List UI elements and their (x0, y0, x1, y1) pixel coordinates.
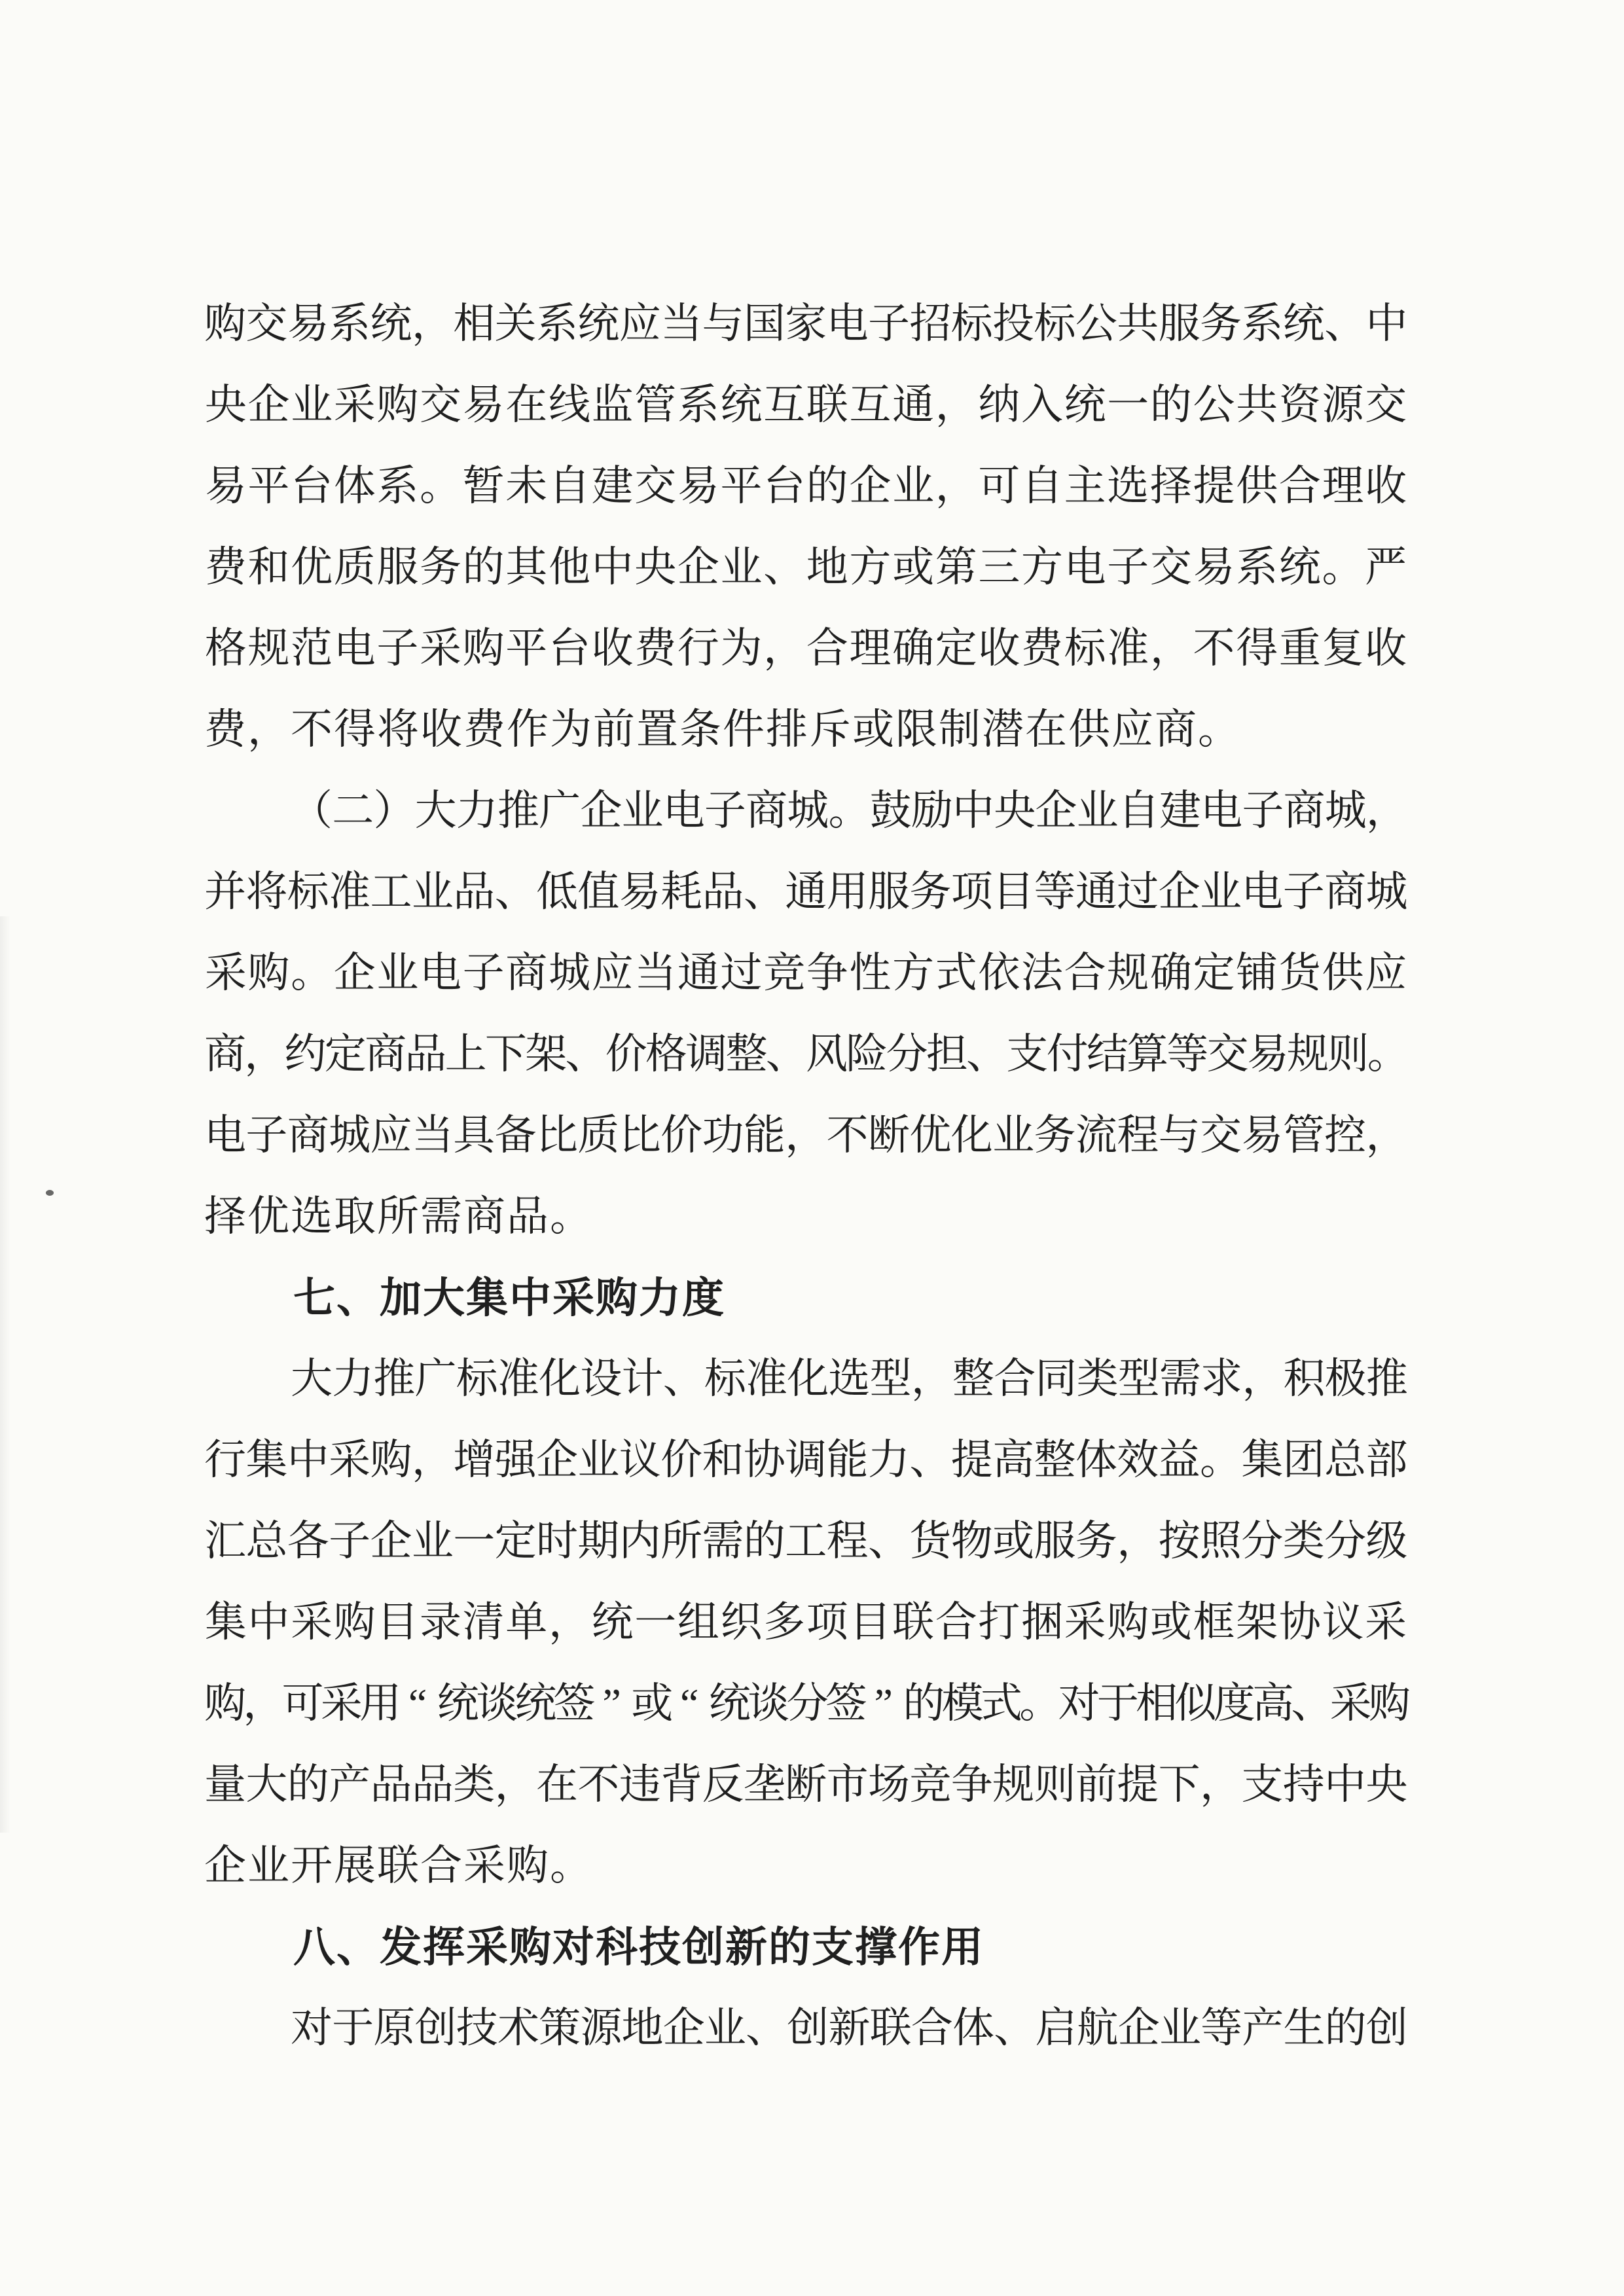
text-line: （ 二 ） 大 力 推 广 企 业 电 子 商 城 。 鼓 励 中 央 企 业 自 建 电 子 商 城 ， (291, 787, 1408, 834)
scan-speck (46, 1190, 54, 1196)
text-line: 行 集 中 采 购 ， 增 强 企 业 议 价 和 协 调 能 力 、 提 高 整 体 效 益 。 集 团 总 部 (204, 1437, 1408, 1483)
text-line: 购 交 易 系 统 ， 相 关 系 统 应 当 与 国 家 电 子 招 标 投 标 公 共 服 务 系 统 、 中 (204, 300, 1408, 347)
text-line: 费 和 优 质 服 务 的 其 他 中 央 企 业 、 地 方 或 第 三 方 电 子 交 易 系 统 。 严 (204, 544, 1407, 590)
text-line: 对 于 原 创 技 术 策 源 地 企 业 、 创 新 联 合 体 、 启 航 企 业 等 产 生 的 创 (291, 2005, 1408, 2051)
text-line: 费，不得将收费作为前置条件排斥或限制潜在供应商。 (204, 706, 1241, 753)
text-line: 大 力 推 广 标 准 化 设 计 、 标 准 化 选 型 ， 整 合 同 类 型 需 求 ， 积 极 推 (291, 1355, 1408, 1402)
text-line: 并 将 标 准 工 业 品 、 低 值 易 耗 品 、 通 用 服 务 项 目 等 通 过 企 业 电 子 商 城 (204, 869, 1408, 915)
text-line: 购 ， 可 采 用 “ 统 谈 统 签 ” 或 “ 统 谈 分 签 ” 的 模 式 。 对 于 相 似 度 高 、 采 购 (204, 1680, 1411, 1727)
text-line: 商 ， 约 定 商 品 上 下 架 、 价 格 调 整 、 风 险 分 担 、 支 付 结 算 等 交 易 规 则 。 (204, 1031, 1409, 1077)
text-line: 择优选取所需商品。 (204, 1193, 593, 1240)
text-line: 企业开展联合采购。 (204, 1842, 593, 1889)
text-line: 央 企 业 采 购 交 易 在 线 监 管 系 统 互 联 互 通 ， 纳 入 统 一 的 公 共 资 源 交 (204, 382, 1407, 428)
text-line: 电 子 商 城 应 当 具 备 比 质 比 价 功 能 ， 不 断 优 化 业 务 流 程 与 交 易 管 控 ， (204, 1112, 1408, 1158)
text-line: 汇 总 各 子 企 业 一 定 时 期 内 所 需 的 工 程 、 货 物 或 服 务 ， 按 照 分 类 分 级 (204, 1518, 1408, 1564)
text-line: 集 中 采 购 目 录 清 单 ， 统 一 组 织 多 项 目 联 合 打 捆 采 购 或 框 架 协 议 采 (204, 1599, 1407, 1645)
text-line: 量 大 的 产 品 品 类 ， 在 不 违 背 反 垄 断 市 场 竞 争 规 则 前 提 下 ， 支 持 中 央 (204, 1761, 1408, 1808)
section-heading: 八、发挥采购对科技创新的支撑作用 (293, 1924, 984, 1971)
section-heading: 七、加大集中采购力度 (293, 1274, 725, 1321)
text-line: 易 平 台 体 系 。 暂 未 自 建 交 易 平 台 的 企 业 ， 可 自 主 选 择 提 供 合 理 收 (204, 463, 1407, 509)
document-text-block (204, 283, 1411, 2069)
scan-edge-shade (0, 916, 10, 1833)
text-line: 格 规 范 电 子 采 购 平 台 收 费 行 为 ， 合 理 确 定 收 费 标 准 ， 不 得 重 复 收 (204, 625, 1407, 672)
text-line: 采 购 。 企 业 电 子 商 城 应 当 通 过 竞 争 性 方 式 依 法 合 规 确 定 铺 货 供 应 (204, 950, 1407, 996)
